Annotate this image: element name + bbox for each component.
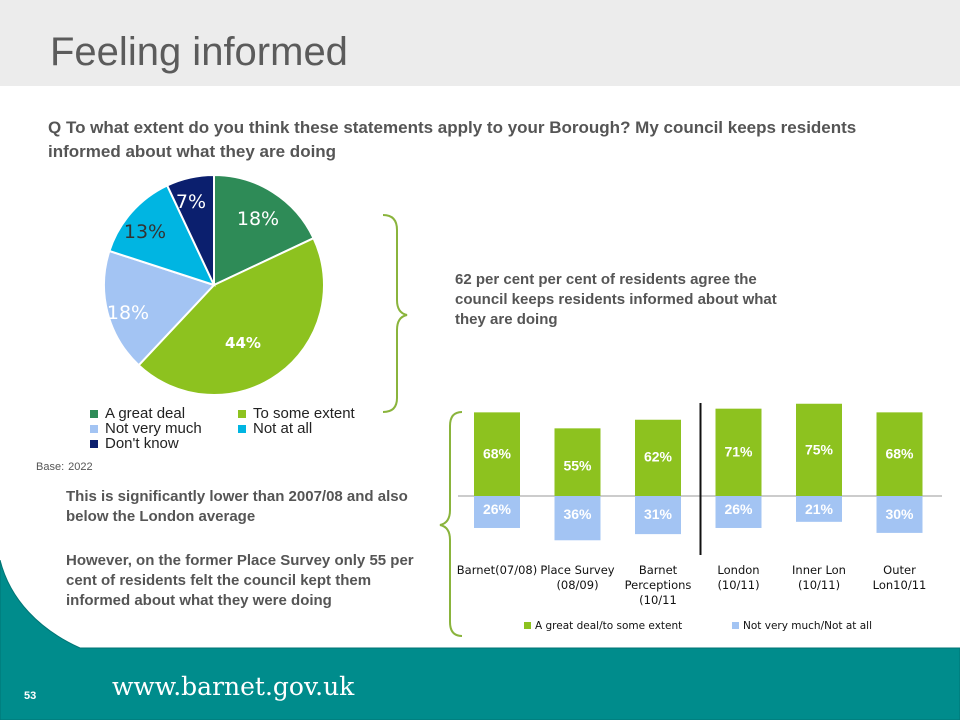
bar-category-label-5-0: Outer — [883, 563, 916, 577]
bar-category-label-3-0: London — [717, 563, 760, 577]
legend-label-great-deal: A great deal — [105, 405, 186, 422]
legend-swatch-not-very-much — [90, 425, 98, 433]
pie-brace — [383, 215, 407, 412]
bar-label-agree-4: 75% — [804, 441, 834, 458]
bar-legend-label-agree: A great deal/to some extent — [535, 620, 683, 632]
legend-swatch-dont-know — [90, 440, 98, 448]
legend-swatch-great-deal — [90, 410, 98, 418]
legend-swatch-not-at-all — [238, 425, 246, 433]
bar-category-label-4-0: Inner Lon — [792, 563, 846, 577]
legend-label-some-extent: To some extent — [253, 405, 355, 422]
website-url[interactable]: www.barnet.gov.uk — [112, 672, 355, 701]
bar-chart — [440, 395, 950, 640]
pie-label-not-at-all: 13% — [123, 221, 167, 243]
bar-legend-swatch-disagree — [732, 622, 739, 629]
bar-category-label-1-0: Place Survey — [540, 563, 615, 577]
legend-label-not-very-much: Not very much — [105, 420, 202, 437]
bar-category-label-4-1: (10/11) — [797, 578, 841, 592]
bar-label-disagree-2: 31% — [643, 506, 673, 522]
bar-label-agree-2: 62% — [643, 448, 673, 465]
legend-item-dont-know — [90, 435, 179, 452]
bar-category-label-2-0: Barnet — [638, 563, 678, 577]
legend-swatch-some-extent — [238, 410, 246, 418]
bar-label-agree-0: 68% — [482, 445, 512, 462]
page-title: Feeling informed — [50, 30, 348, 74]
bar-category-label-5-1: Lon10/11 — [872, 578, 927, 592]
bar-category-label-1-1: (08/09) — [556, 578, 599, 592]
bar-legend-swatch-agree — [524, 622, 531, 629]
page-number: 53 — [24, 690, 37, 702]
pie-chart — [90, 170, 350, 400]
bar-label-disagree-4: 21% — [804, 501, 834, 517]
bar-label-disagree-5: 30% — [885, 506, 914, 522]
bar-label-agree-5: 68% — [885, 445, 914, 462]
bar-label-disagree-1: 36% — [563, 506, 592, 522]
base-value: 2022 — [68, 461, 93, 473]
bar-label-disagree-3: 26% — [724, 501, 753, 517]
note-place-survey: However, on the former Place Survey only 55 per cent of residents felt the council kept them informed about what they were doing — [66, 552, 414, 609]
bar-category-label-3-1: (10/11) — [717, 578, 760, 592]
bar-category-label-0-0: Barnet(07/08) — [456, 563, 538, 577]
pie-label-not-very-much: 18% — [106, 302, 150, 324]
legend-item-not-at-all — [238, 420, 312, 437]
bar-category-label-2-2: (10/11 — [639, 593, 677, 607]
legend-label-not-at-all: Not at all — [253, 420, 313, 437]
bar-label-agree-1: 55% — [563, 457, 592, 474]
bar-category-label-2-1: Perceptions — [624, 578, 692, 592]
bar-label-agree-3: 71% — [724, 443, 753, 460]
pie-label-great-deal: 18% — [236, 208, 280, 230]
bar-label-disagree-0: 26% — [482, 501, 512, 517]
base-label: Base: — [36, 461, 65, 473]
legend-label-dont-know: Don't know — [105, 435, 179, 452]
agree-summary: 62 per cent per cent of residents agree the council keeps residents informed about what they are doing — [455, 271, 777, 328]
bar-legend-label-disagree: Not very much/Not at all — [743, 620, 873, 632]
pie-label-dont-know: 7% — [175, 191, 207, 213]
survey-question: Q To what extent do you think these statements apply to your Borough? My council keeps residents informed about what they are doing — [48, 118, 857, 161]
base-note — [36, 461, 97, 473]
pie-label-some-extent: 44% — [225, 334, 261, 352]
note-significance: This is significantly lower than 2007/08 and also below the London average — [66, 488, 408, 525]
